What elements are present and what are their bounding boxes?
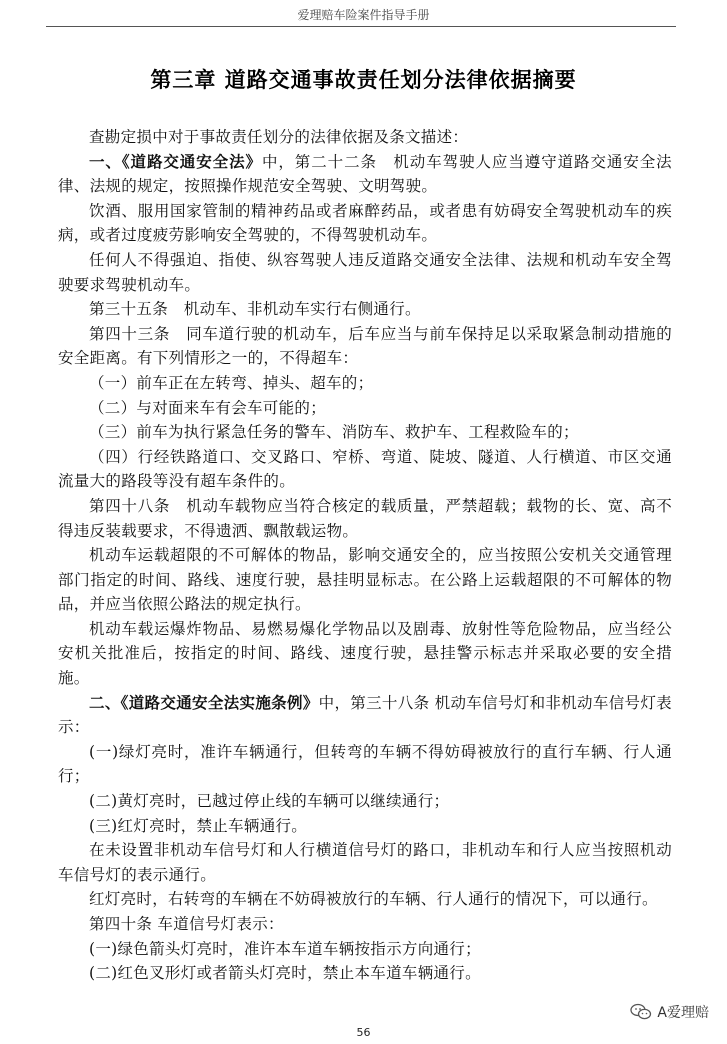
- paragraph: 第三十五条 机动车、非机动车实行右侧通行。: [89, 300, 421, 319]
- paragraph: 饮酒、服用国家管制的精神药品或者麻醉药品，或者患有妨碍安全驾驶机动车的疾病，或者过度疲劳影响安全驾驶的，不得驾驶机动车。: [58, 201, 672, 245]
- list-item: (一)绿灯亮时，准许车辆通行，但转弯的车辆不得妨碍被放行的直行车辆、行人通行；: [58, 742, 672, 786]
- list-item: （三）前车为执行紧急任务的警车、消防车、救护车、工程救险车的；: [89, 423, 579, 442]
- wechat-icon: [630, 1003, 652, 1021]
- section1-heading: 一、《道路交通安全法》: [89, 151, 262, 171]
- chapter-title: 第三章 道路交通事故责任划分法律依据摘要: [150, 68, 577, 92]
- list-item: (二)红色叉形灯或者箭头灯亮时，禁止本车道车辆通行。: [89, 964, 481, 983]
- section1-text: 中，第二十二条 机动车驾驶人应当遵守道路交通安全法律、法规的规定，按照操作规范安全驾驶、文明驾驶。: [58, 152, 672, 196]
- list-item: （二）与对面来车有会车可能的；: [89, 398, 327, 417]
- running-header: 爱理赔车险案件指导手册: [297, 8, 430, 22]
- section2-paragraph: [58, 691, 672, 740]
- list-item: (三)红灯亮时，禁止车辆通行。: [89, 816, 308, 835]
- list-item: （四）行经铁路道口、交叉路口、窄桥、弯道、陡坡、隧道、人行横道、市区交通流量大的路段等没有超车条件的。: [58, 447, 672, 491]
- document-body: [58, 125, 672, 986]
- watermark-text: A爱理赔: [657, 1005, 709, 1021]
- paragraph: 第四十三条 同车道行驶的机动车，后车应当与前车保持足以采取紧急制动措施的安全距离。有下列情形之一的，不得超车：: [58, 324, 672, 368]
- paragraph: 在未设置非机动车信号灯和人行横道信号灯的路口，非机动车和行人应当按照机动车信号灯的表示通行。: [58, 841, 672, 884]
- paragraph: 第四十条 车道信号灯表示：: [89, 915, 284, 933]
- section1-paragraph: [58, 150, 672, 199]
- paragraph: 机动车载运爆炸物品、易燃易爆化学物品以及剧毒、放射性等危险物品，应当经公安机关批准后，按指定的时间、路线、速度行驶，悬挂警示标志并采取必要的安全措施。: [58, 619, 672, 688]
- section2-text: 中，第三十八条 机动车信号灯和非机动车信号灯表示：: [58, 693, 672, 737]
- page-number: 56: [356, 1026, 371, 1039]
- list-item: (一)绿色箭头灯亮时，准许本车道车辆按指示方向通行；: [89, 939, 481, 958]
- watermark: [630, 1002, 709, 1022]
- paragraph: 红灯亮时，右转弯的车辆在不妨碍被放行的车辆、行人通行的情况下，可以通行。: [89, 890, 658, 909]
- list-item: （一）前车正在左转弯、掉头、超车的；: [89, 373, 374, 392]
- header-divider: [46, 26, 676, 27]
- paragraph: 第四十八条 机动车载物应当符合核定的载质量，严禁超载；载物的长、宽、高不得违反装载要求，不得遗洒、飘散载运物。: [58, 496, 672, 540]
- list-item: (二)黄灯亮时，已越过停止线的车辆可以继续通行；: [89, 792, 450, 811]
- section2-heading: 二、《道路交通安全法实施条例》: [89, 692, 319, 712]
- paragraph: 任何人不得强迫、指使、纵容驾驶人违反道路交通安全法律、法规和机动车安全驾驶要求驾驶机动车。: [58, 250, 672, 294]
- paragraph: 机动车运载超限的不可解体的物品，影响交通安全的，应当按照公安机关交通管理部门指定的时间、路线、速度行驶，悬挂明显标志。在公路上运载超限的不可解体的物品，并应当依照公路法的规定执行。: [58, 546, 672, 614]
- intro-paragraph: 查勘定损中对于事故责任划分的法律依据及条文描述：: [89, 128, 469, 146]
